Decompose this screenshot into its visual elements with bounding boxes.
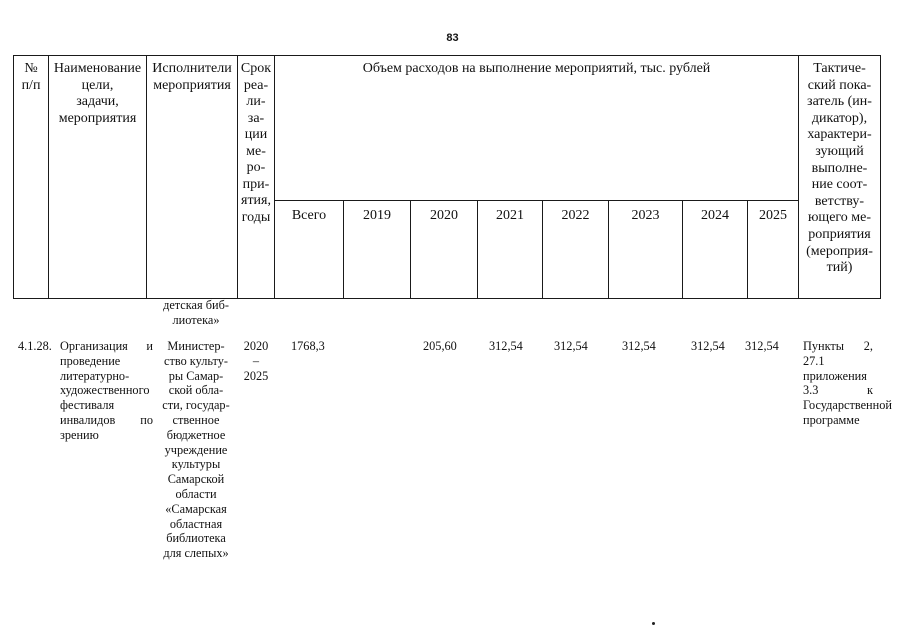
header-year-2024: 2024 — [683, 201, 748, 299]
row-2021: 312,54 — [489, 339, 523, 353]
header-name-cell — [49, 56, 147, 299]
row-2025: 312,54 — [745, 339, 779, 353]
header-year-2022: 2022 — [543, 201, 609, 299]
table-header — [13, 55, 881, 299]
header-name: Наименование цели, задачи, мероприятия — [53, 61, 142, 126]
row-name: Организация и проведение литературно-художественного фестиваля инвалидов по зрению — [60, 339, 153, 442]
continuation-text: детская биб- лиотека» — [163, 298, 229, 327]
scan-speck — [652, 622, 655, 625]
header-year-2019: 2019 — [344, 201, 411, 299]
page-number: 83 — [446, 32, 459, 44]
header-executors: Исполнители мероприятия — [152, 61, 232, 93]
header-number: № п/п — [21, 61, 41, 93]
row-number: 4.1.28. — [18, 339, 52, 353]
row-2024: 312,54 — [691, 339, 725, 353]
row-total: 1768,3 — [291, 339, 325, 353]
header-executors-cell — [147, 56, 238, 299]
header-year-2021: 2021 — [478, 201, 543, 299]
header-year-2023: 2023 — [609, 201, 683, 299]
header-number-cell — [14, 56, 49, 299]
header-year-2020: 2020 — [411, 201, 478, 299]
row-indicator: Пункты 2, 27.1 приложения 3.3 к Государственной программе — [803, 339, 892, 427]
row-executor: Министер- ство культу- ры Самар- ской обла- сти, государ- ственное бюджетное учреждение культуры Самарской области «Самарская областная библиотека для слепых» — [162, 339, 230, 561]
header-indicator-cell — [799, 56, 881, 299]
row-2023: 312,54 — [622, 339, 656, 353]
row-2022: 312,54 — [554, 339, 588, 353]
header-term-cell — [238, 56, 275, 299]
header-expenses-cell — [275, 56, 799, 201]
row-term: 2020 – 2025 — [243, 339, 269, 383]
header-term: Срок реа- ли- за- ции ме- ро- при- ятия, годы — [240, 61, 272, 225]
header-total: Всего — [275, 201, 344, 299]
header-indicator: Тактиче- ский пока- затель (ин- дикатор), характери- зующий выполне- ние соот- ветству- ющего ме- роприятия (мероприя- тий) — [806, 61, 873, 276]
header-expenses: Объем расходов на выполнение мероприятий, тыс. рублей — [362, 61, 711, 76]
header-year-2025: 2025 — [748, 201, 799, 299]
row-2020: 205,60 — [423, 339, 457, 353]
